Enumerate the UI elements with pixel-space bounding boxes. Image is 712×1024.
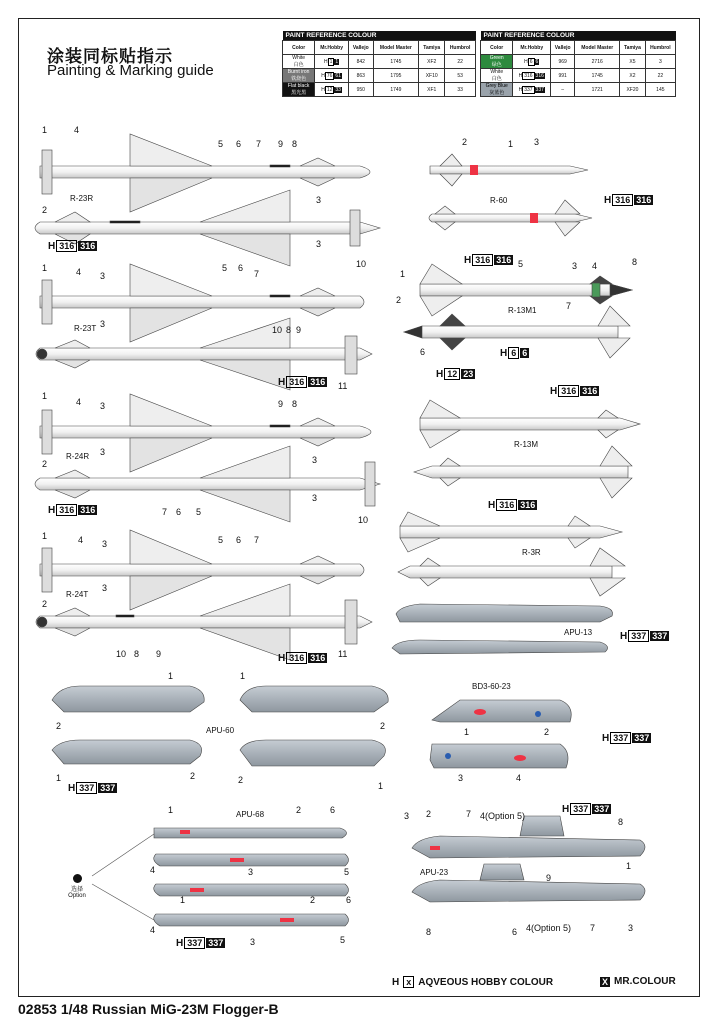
col-header: Vallejo [551, 41, 575, 55]
callout: 4 [150, 865, 156, 875]
callout: 11 [338, 381, 348, 391]
callout: 6 [512, 927, 518, 937]
callout: 6 [420, 347, 426, 357]
pylon-apu68 [92, 828, 352, 926]
missile-label-r24r: R-24R [66, 452, 90, 461]
callout: 4 [74, 125, 80, 135]
missile-label-r23r: R-23R [70, 194, 94, 203]
code-black-r13m1: H 12 23 [436, 368, 474, 380]
vallejo-cell: – [551, 83, 575, 97]
callout: 5 [518, 259, 524, 269]
humbrol-cell: 53 [445, 69, 476, 83]
callout: 3 [102, 583, 108, 593]
col-header: Model Master [575, 41, 620, 55]
code-white-r24t: H 316 316 [278, 652, 326, 664]
callout: 9 [296, 325, 302, 335]
color-cell: White 白色 [283, 55, 315, 69]
callout: 2 [462, 137, 468, 147]
callout: 3 [316, 239, 322, 249]
guide-title-cn: 涂装同标贴指示 [47, 47, 173, 66]
code-white-r13m1: H 316 316 [464, 254, 512, 266]
legend-aqueous: H x AQVEOUS HOBBY COLOUR [392, 976, 554, 988]
missile-r3r-top [400, 512, 622, 552]
callout: 2 [42, 599, 48, 609]
callout: 3 [100, 271, 106, 281]
col-header: Color [481, 41, 513, 55]
callout: 7 [256, 139, 262, 149]
pylon-label-apu60: APU-60 [206, 726, 235, 735]
legend-mr-colour: X MR.COLOUR [602, 976, 676, 987]
callout: 1 [42, 531, 48, 541]
vallejo-cell: 991 [551, 69, 575, 83]
callout: 1 [240, 671, 246, 681]
callout: 2 [544, 727, 550, 737]
callout: 2 [396, 295, 402, 305]
code-white-r13m: H 316 316 [550, 385, 598, 397]
code-white-r3r: H 316 316 [488, 499, 536, 511]
callout: 1 [180, 895, 186, 905]
color-cell: Grey Blue 灰蓝色 [481, 83, 513, 97]
missile-r24t-top [40, 530, 364, 610]
callout: 4 [76, 397, 82, 407]
code-green-r13m1: H 6 6 [500, 347, 528, 359]
guide-title-en: Painting & Marking guide [47, 62, 214, 79]
callout: 3 [404, 811, 410, 821]
col-header: Mr.Hobby [315, 41, 349, 55]
pylon-label-apu13: APU-13 [564, 628, 593, 637]
vallejo-cell: 842 [348, 55, 373, 69]
code-white-r60: H 316 316 [604, 194, 652, 206]
mm-cell: 1749 [373, 83, 419, 97]
callout: 3 [250, 937, 256, 947]
callout: 3 [100, 447, 106, 457]
callout: 1 [508, 139, 514, 149]
col-header: Tamiya [620, 41, 646, 55]
mrhobby-cell: H 1 1 [315, 55, 349, 69]
col-header: Humbrol [445, 41, 476, 55]
callout: 1 [168, 671, 174, 681]
pylon-bd3 [430, 700, 571, 768]
humbrol-cell: 3 [645, 55, 675, 69]
humbrol-cell: 22 [645, 69, 675, 83]
callout: 9 [546, 873, 552, 883]
option-label-en: Option [68, 893, 86, 899]
callout: 4 [150, 925, 156, 935]
color-cell: Green 绿色 [481, 55, 513, 69]
callout: 2 [238, 775, 244, 785]
callout: 3 [100, 401, 106, 411]
callout: 3 [316, 195, 322, 205]
color-cell: Flat black 黑光黑 [283, 83, 315, 97]
col-header: Color [283, 41, 315, 55]
code-grey-apu60: H 337 337 [68, 782, 116, 794]
callout: 1 [400, 269, 406, 279]
missile-label-r24t: R-24T [66, 590, 89, 599]
callout: 5 [344, 867, 350, 877]
col-header: Model Master [373, 41, 419, 55]
tamiya-cell: XF10 [419, 69, 445, 83]
callout: 6 [330, 805, 336, 815]
missile-label-r60: R-60 [490, 196, 508, 205]
mrhobby-cell: H 76 61 [315, 69, 349, 83]
color-cell: White 白色 [481, 69, 513, 83]
callout: 9 [278, 399, 284, 409]
mm-cell: 1795 [373, 69, 419, 83]
callout: 7 [466, 809, 472, 819]
missile-r24r-top [40, 391, 371, 472]
code-grey-apu13: H 337 337 [620, 630, 668, 642]
paint-table-title: PAINT REFERENCE COLOUR [481, 31, 676, 41]
callout: 3 [572, 261, 578, 271]
callout: 8 [292, 139, 298, 149]
missile-label-r3r: R-3R [522, 548, 541, 557]
callout: 3 [248, 867, 254, 877]
callout: 6 [236, 139, 242, 149]
callout: 2 [190, 771, 196, 781]
missile-r13m-bottom [414, 446, 632, 498]
paint-table-title: PAINT REFERENCE COLOUR [283, 31, 476, 41]
callout: 8 [134, 649, 140, 659]
mrhobby-cell: H 12 33 [315, 83, 349, 97]
callout: 2 [56, 721, 62, 731]
callout: 4 [516, 773, 522, 783]
col-header: Vallejo [348, 41, 373, 55]
callout: 6 [176, 507, 182, 517]
callout: 8 [286, 325, 292, 335]
callout: 1 [42, 391, 48, 401]
missile-r3r-bottom [398, 548, 625, 596]
mm-cell: 1745 [575, 69, 620, 83]
col-header: Humbrol [645, 41, 675, 55]
callout: 7 [254, 269, 260, 279]
humbrol-cell: 145 [645, 83, 675, 97]
code-grey-apu68: H 337 337 [176, 937, 224, 949]
code-grey-bd3: H 337 337 [602, 732, 650, 744]
pylon-label-bd3: BD3-60-23 [472, 682, 511, 691]
mm-cell: 1721 [575, 83, 620, 97]
missile-r60-bottom [429, 200, 592, 236]
callout: 5 [222, 263, 228, 273]
vallejo-cell: 969 [551, 55, 575, 69]
option-dot-icon [73, 874, 82, 883]
vallejo-cell: 863 [348, 69, 373, 83]
tamiya-cell: X5 [620, 55, 646, 69]
tamiya-cell: XF2 [419, 55, 445, 69]
pylon-label-apu68: APU-68 [236, 810, 265, 819]
mrhobby-cell: H 316 316 [513, 69, 551, 83]
callout: 1 [626, 861, 632, 871]
missile-label-r13m: R-13M [514, 440, 539, 449]
tamiya-cell: XF1 [419, 83, 445, 97]
mrhobby-cell: H 337 337 [513, 83, 551, 97]
callout: 8 [632, 257, 638, 267]
callout-option5: 4(Option 5) [526, 923, 572, 933]
callout: 7 [566, 301, 572, 311]
callout: 8 [618, 817, 624, 827]
callout: 3 [534, 137, 540, 147]
callout: 1 [42, 125, 48, 135]
callout: 2 [42, 205, 48, 215]
callout: 8 [426, 927, 432, 937]
code-grey-apu23: H 337 337 [562, 803, 610, 815]
callout: 2 [380, 721, 386, 731]
pylon-apu23 [412, 816, 645, 902]
callout: 5 [218, 139, 224, 149]
option-marker [62, 874, 92, 899]
color-cell: Burnt iron 铁烧色 [283, 69, 315, 83]
callout: 1 [464, 727, 470, 737]
vallejo-cell: 950 [348, 83, 373, 97]
callout: 3 [458, 773, 464, 783]
tamiya-cell: XF20 [620, 83, 646, 97]
callout: 3 [102, 539, 108, 549]
missile-label-r23t: R-23T [74, 324, 97, 333]
callout: 4 [592, 261, 598, 271]
humbrol-cell: 22 [445, 55, 476, 69]
code-white-r23t: H 316 316 [278, 376, 326, 388]
col-header: Mr.Hobby [513, 41, 551, 55]
col-header: Tamiya [419, 41, 445, 55]
callout: 3 [312, 455, 318, 465]
callout: 6 [346, 895, 352, 905]
humbrol-cell: 33 [445, 83, 476, 97]
callout: 5 [218, 535, 224, 545]
callout-option5: 4(Option 5) [480, 811, 526, 821]
kit-title: 02853 1/48 Russian MiG-23M Flogger-B [18, 1001, 279, 1017]
callout: 9 [156, 649, 162, 659]
callout: 3 [312, 493, 318, 503]
callout: 10 [116, 649, 127, 659]
callout: 10 [358, 515, 369, 525]
callout: 4 [78, 535, 84, 545]
callout: 2 [426, 809, 432, 819]
mrhobby-cell: H 6 6 [513, 55, 551, 69]
callout: 7 [590, 923, 596, 933]
callout: 2 [42, 459, 48, 469]
pylon-label-apu23: APU-23 [420, 868, 449, 877]
missile-label-r13m1: R-13M1 [508, 306, 537, 315]
missile-r60-top [430, 154, 588, 186]
callout: 7 [162, 507, 168, 517]
callout: 5 [340, 935, 346, 945]
callout: 10 [356, 259, 367, 269]
callout: 5 [196, 507, 202, 517]
callout: 1 [378, 781, 384, 791]
callout: 1 [42, 263, 48, 273]
code-white-r23r: H 316 316 [48, 240, 96, 252]
callout: 6 [236, 535, 242, 545]
callout: 10 [272, 325, 283, 335]
callout: 3 [100, 319, 106, 329]
callout: 8 [292, 399, 298, 409]
mm-cell: 1745 [373, 55, 419, 69]
callout: 3 [628, 923, 634, 933]
callout: 7 [254, 535, 260, 545]
code-white-r24r: H 316 316 [48, 504, 96, 516]
tamiya-cell: X2 [620, 69, 646, 83]
callout: 1 [56, 773, 62, 783]
callout: 9 [278, 139, 284, 149]
callout: 1 [168, 805, 174, 815]
callout: 4 [76, 267, 82, 277]
option-label-cn: 选择 [70, 887, 83, 893]
callout: 2 [296, 805, 302, 815]
mm-cell: 2716 [575, 55, 620, 69]
callout: 2 [310, 895, 316, 905]
callout: 11 [338, 649, 348, 659]
callout: 6 [238, 263, 244, 273]
